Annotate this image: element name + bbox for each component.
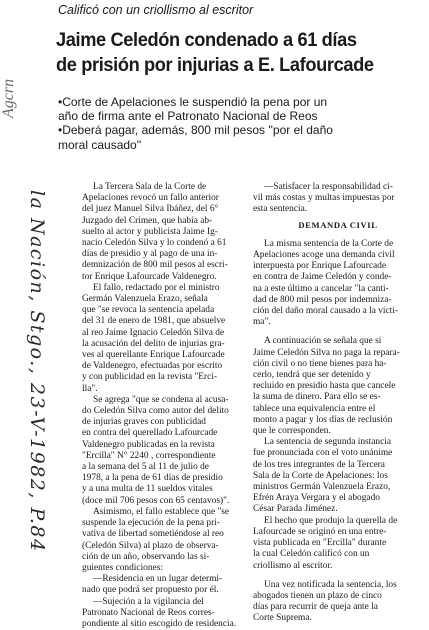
text-line: El hecho que produjo la querella de <box>264 515 398 526</box>
text-line: vativa de libertad sometiéndose al reo <box>82 529 224 540</box>
text-line: del juez Manuel Silva Ibáñez, del 6° <box>82 204 219 215</box>
text-line: Patronato Nacional de Reos corres- <box>82 607 215 618</box>
text-line: do Celedón Silva como autor del delito <box>82 406 229 417</box>
text-line: abogados tienen un plazo de cinco <box>253 590 382 601</box>
text-line: Lafourcade se originó en una entre- <box>253 526 387 537</box>
text-line: monto a pagar y los días de reclusión <box>253 414 393 425</box>
text-line: Apelaciones revocó un fallo anterior <box>82 193 219 204</box>
text-line: al reo Jaime Ignacio Celedón Silva de <box>82 327 225 338</box>
margin-note-top-text: Agcrn <box>0 78 17 118</box>
right-column-top <box>253 182 423 216</box>
text-line: y a una multa de 11 sueldos vitales <box>82 484 213 495</box>
text-line: La misma sentencia de la Corte de <box>264 238 394 249</box>
text-line: —Sujeción a la vigilancia del <box>93 596 204 607</box>
bullet-1-line-1: •Corte de Apelaciones le suspendió la pena por un <box>58 95 328 109</box>
text-line: Sala de la Corte de Apelaciones: los <box>253 470 388 481</box>
text-line: la cual Celedón calificó con un <box>253 549 370 560</box>
text-line: Juzgado del Crimen, que había ab- <box>82 215 213 226</box>
text-line: esta sentencia. <box>253 204 308 215</box>
text-line: vista publicada en "Ercilla" durante <box>253 538 387 549</box>
text-line: tor Enrique Lafourcade Valdenegro. <box>82 271 217 282</box>
text-line: Asimismo, el fallo establece que "se <box>93 506 230 517</box>
text-line: de injurias graves con publicidad <box>82 417 206 428</box>
text-line: —Satisfacer la responsabilidad ci- <box>264 182 393 192</box>
right-column-paragraph-1 <box>253 239 423 329</box>
bullet-1-line-2: año de firma ante el Patronato Nacional de Reos <box>58 109 318 124</box>
bullet-2-line-2: moral causado'' <box>58 137 142 152</box>
right-column-paragraph-3 <box>253 580 423 625</box>
text-line: Efrén Araya Vergara y el abogado <box>253 493 380 504</box>
text-line: fue pronunciada con el voto unánime <box>253 448 393 459</box>
text-line: ción del daño moral causado a la vícti- <box>253 306 398 317</box>
text-line: Jaime Celedón Silva no paga la repara- <box>253 347 400 358</box>
text-line: y con publicidad en la revista "Erci- <box>82 372 218 383</box>
summary-bullets <box>58 95 420 152</box>
text-line: ma". <box>253 317 271 328</box>
subhead-demanda-civil: DEMANDA CIVIL <box>298 219 378 230</box>
text-line: ción de un año, observando las si- <box>82 551 210 562</box>
text-line: A continuación se señala que si <box>264 336 382 347</box>
text-line: El fallo, redactado por el ministro <box>93 282 220 293</box>
text-line: ción civil o no tiene bienes para ha- <box>253 358 387 369</box>
text-line: (Celedón Silva) al plazo de observa- <box>82 540 219 551</box>
text-line: 1978, a la pena de 61 días de presidio <box>82 473 223 484</box>
text-line: tablece una equivalencia entre el <box>253 403 376 414</box>
text-line: a la semana del 5 al 11 de julio de <box>82 462 209 473</box>
text-line: nacio Celedón Silva y lo condenó a 61 <box>82 238 227 249</box>
text-line: ministros Germán Valenzuela Erazo, <box>253 482 391 493</box>
text-line: suspende la ejecución de la pena pri- <box>82 518 220 529</box>
text-line: —Residencia en un lugar determi- <box>93 574 223 585</box>
article-column-right <box>253 182 423 625</box>
text-line: en contra de Jaime Celedón y conde- <box>253 272 392 283</box>
text-line: que le corresponden. <box>253 426 331 437</box>
text-line: que "se revoca la sentencia apelada <box>82 305 215 316</box>
handwritten-source-text: la Nación, Stgo., 23-V-1982, P.84 <box>26 190 48 553</box>
text-line: lla". <box>82 383 98 394</box>
text-line: la suma de dinero. Para ello se es- <box>253 392 381 403</box>
text-line: Una vez notificada la sentencia, los <box>264 579 397 590</box>
text-line: suelto al actor y publicista Jaime Ig- <box>82 226 218 237</box>
text-line: (doce mil 706 pesos con 65 centavos)". <box>82 495 230 506</box>
text-line: de los tres integrantes de la Tercera <box>253 459 385 470</box>
text-line: la acusación del delito de injurias gra- <box>82 338 225 349</box>
text-line: Se agrega "que se condena al acusa- <box>93 394 229 405</box>
text-line: del 31 de enero de 1981, que absuelve <box>82 316 226 327</box>
text-line: días de presidio y al pago de una in- <box>82 249 218 260</box>
bullet-1 <box>58 95 420 123</box>
right-column-paragraph-2 <box>253 336 423 571</box>
text-line: demnización de 800 mil pesos al escri- <box>82 260 228 271</box>
text-line: criollismo al escritor. <box>253 560 333 571</box>
text-line: La sentencia de segunda instancia <box>264 437 392 448</box>
headline-line-1: Jaime Celedón condenado a 61 días <box>56 29 357 51</box>
bullet-2-line-1: •Deberá pagar, además, 800 mil pesos ''por el daño <box>58 123 333 138</box>
kicker: Calificó con un criollismo al escritor <box>58 3 254 17</box>
text-line: Germán Valenzuela Erazo, señala <box>82 294 208 305</box>
bullet-2 <box>58 123 420 151</box>
text-line: ves al querellante Enrique Lafourcade <box>82 350 225 361</box>
text-line: dad de 800 mil pesos por indemniza- <box>253 294 392 305</box>
text-line: Corte Suprema. <box>253 613 312 624</box>
text-line: interpuesta por Enrique Lafourcade <box>253 261 387 272</box>
text-line: na a este último a cancelar "la canti- <box>253 283 389 294</box>
headline <box>56 28 398 78</box>
text-line: cerlo, tendrá que ser detenido y <box>253 370 371 381</box>
handwritten-source-note <box>22 190 52 590</box>
text-line: vil más costas y multas impuestas por <box>253 193 395 204</box>
text-line: La Tercera Sala de la Corte de <box>93 182 207 192</box>
text-line: días para recurrir de queja ante la <box>253 602 378 613</box>
text-line: Apelaciones acoge una demanda civil <box>253 250 395 261</box>
text-line: de Valdenegro, efectuadas por escrito <box>82 361 223 372</box>
text-line: "Ercilla" N° 2240 , correspondiente <box>82 450 216 461</box>
text-line: recluido en presidio hasta que cancele <box>253 381 396 392</box>
headline-line-2: de prisión por injurias a E. Lafourcade <box>56 54 374 76</box>
text-line: César Parada Jiménez. <box>253 504 338 515</box>
text-line: pondiente al sitio escogido de residencia. <box>82 618 237 629</box>
text-line: nado que podrá ser propuesto por él. <box>82 585 219 596</box>
article-column-left <box>82 182 244 630</box>
margin-note-top <box>0 40 56 118</box>
text-line: Valdenegro publicadas en la revista <box>82 439 215 450</box>
text-line: guientes condiciones: <box>82 562 163 573</box>
text-line: en contra del querellado Lafourcade <box>82 428 218 439</box>
